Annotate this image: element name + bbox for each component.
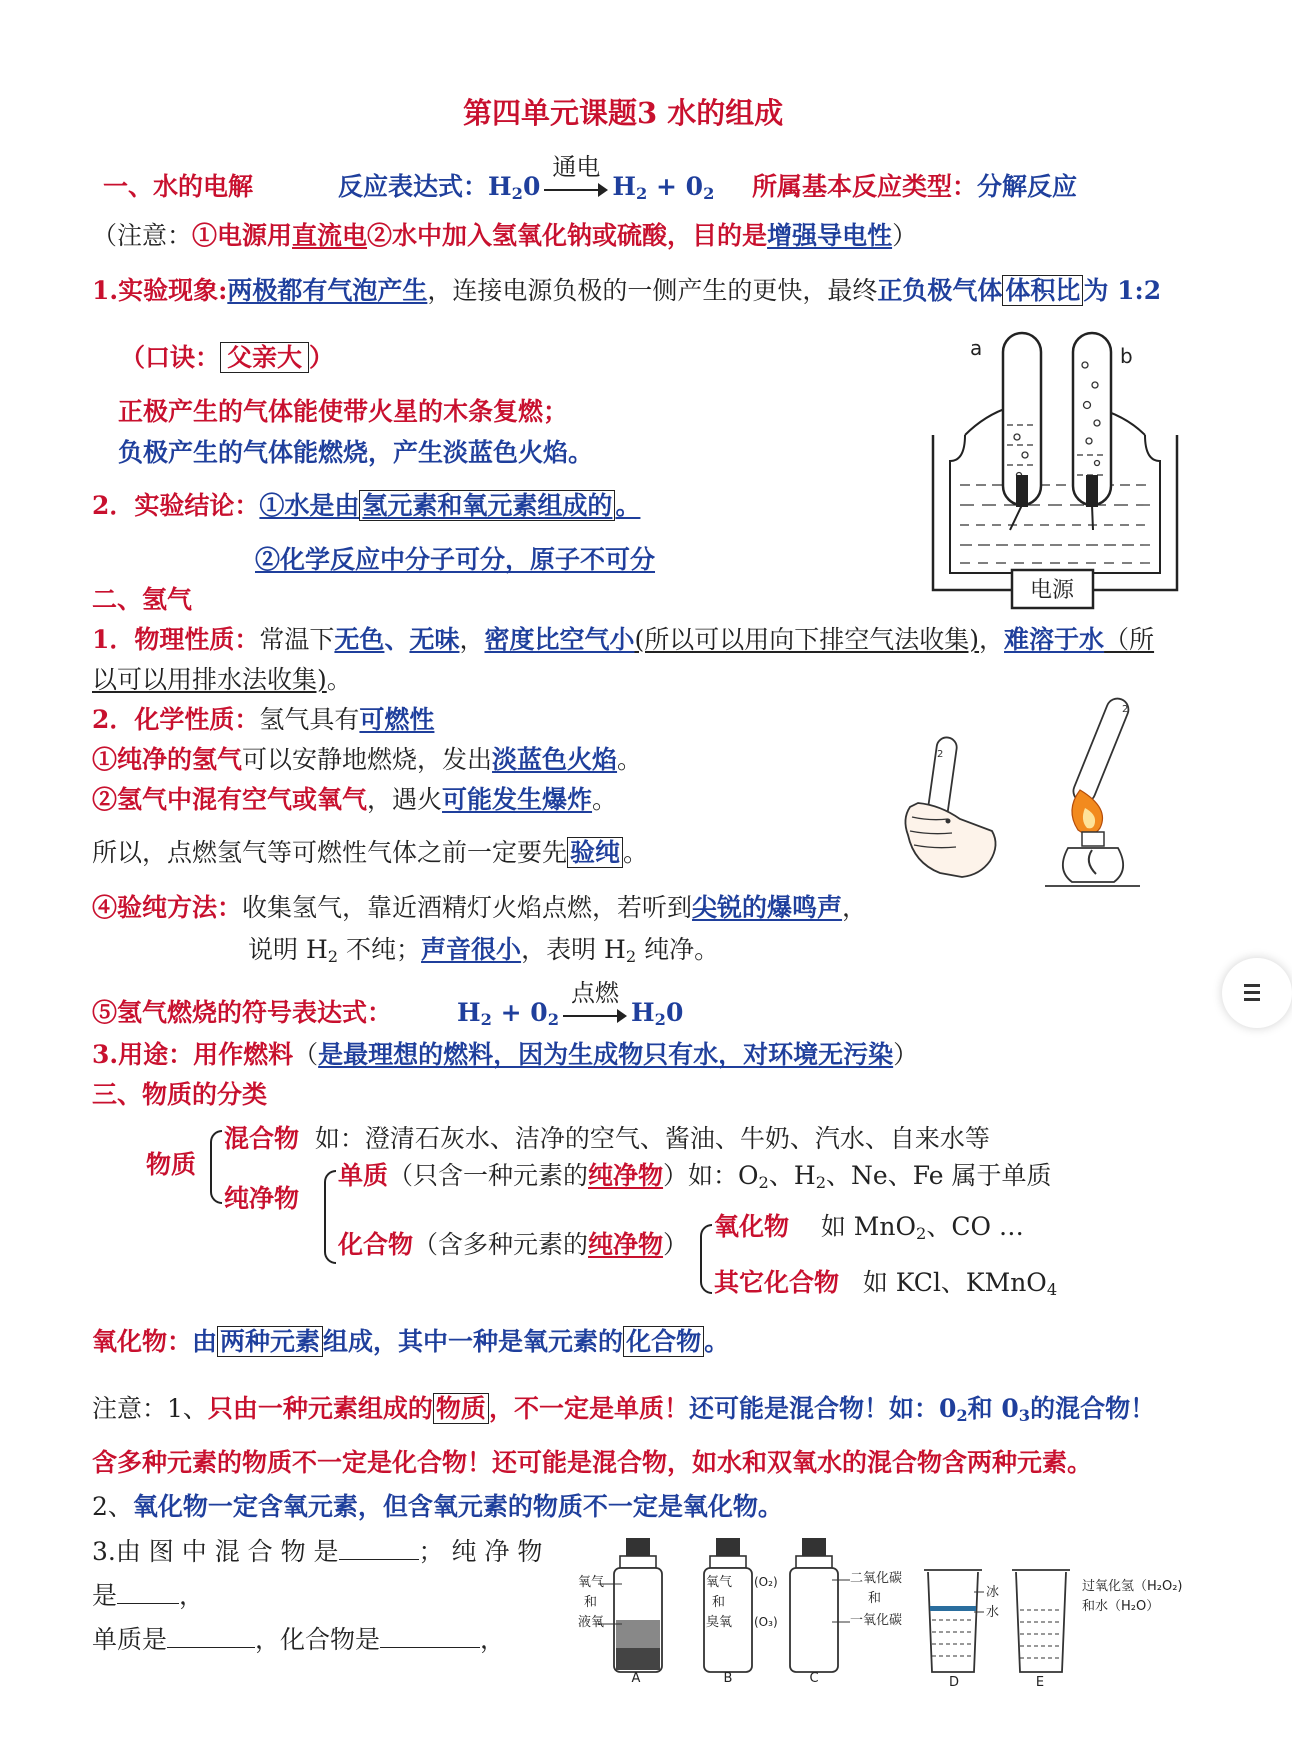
uses-line [92, 1040, 918, 1070]
type-label: 所属基本反应类型： [752, 172, 978, 201]
bottle-a-label-2: 和 [584, 1595, 598, 1610]
brace-pure [324, 1170, 336, 1264]
caution2-b: 氧化物一定含氧元素，但含氧元素的物质不一定是氧化物。 [132, 1492, 783, 1521]
bottles-figure [570, 1530, 1210, 1690]
bottle-c-label-2: 和 [868, 1591, 882, 1606]
caution1-f-sub: 3 [1018, 1406, 1031, 1426]
concl-c1b: 氢元素和氧元素组成的 [359, 490, 615, 521]
note-conduct: 增强导电性 [767, 221, 893, 250]
q3-l1b: ； 纯 净 物 [418, 1537, 543, 1566]
tree-element-note-c: ）如：O [663, 1161, 759, 1190]
test-sharp: 尖锐的爆鸣声 [692, 893, 843, 922]
phys-colorless: 无色 [334, 625, 385, 654]
caution-1b: 含多种元素的物质不一定是化合物！还可能是混合物，如水和双氧水的混合物含两种元素。 [92, 1448, 1093, 1477]
question-3-line-1 [92, 1537, 542, 1567]
reaction-type [752, 172, 1077, 202]
phys-label: 1．物理性质： [92, 625, 260, 654]
pure-d: 。 [617, 745, 643, 774]
phys-comma-2: ， [979, 625, 1005, 654]
bottle-a-caption: A [631, 1671, 641, 1686]
caution1-f: 和 0 [967, 1394, 1019, 1423]
tree-oxide: 氧化物 [714, 1212, 790, 1241]
phys-end: 。 [326, 665, 352, 694]
caution1-e-sub: 2 [956, 1406, 968, 1426]
blank-compound[interactable] [380, 1647, 480, 1648]
bottle-a [578, 1538, 662, 1686]
burn-p-sub: 2 [654, 1010, 666, 1030]
concl-c1a: ①水是由 [259, 491, 360, 520]
phen-ratio-a: 正负极气体 [877, 276, 1003, 305]
beaker-e [1012, 1570, 1183, 1690]
use-open: （ [293, 1040, 319, 1069]
tree-compound: 化合物 [338, 1230, 414, 1259]
bottle-c-caption: C [809, 1671, 819, 1686]
physical-properties-line-1 [92, 625, 1154, 655]
question-3-line-2 [92, 1581, 204, 1611]
before-c: 。 [623, 838, 649, 867]
note-p1: ①电源用 [192, 221, 293, 250]
test-t3a: ，表明 H [521, 935, 626, 964]
burn-p: H [631, 998, 655, 1027]
burn-o-sub: 2 [547, 1010, 560, 1030]
bottle-c-label-1: 二氧化碳 [850, 1571, 903, 1586]
chem-t1: 氢气具有 [259, 705, 360, 734]
concl-c1c: 。 [615, 491, 641, 520]
caution1-d: ，不一定是单质！ [488, 1394, 689, 1423]
pure-a: ①纯净的氢气 [92, 745, 243, 774]
test-t2b: 不纯； [338, 935, 422, 964]
chemical-properties-line [92, 705, 434, 735]
burn-label: ⑤氢气燃烧的符号表达式： [92, 998, 393, 1027]
section-1-heading: 一、水的电解 [103, 172, 254, 201]
beaker-e-label-2: 和水（H₂O） [1082, 1599, 1160, 1614]
reactant: H [488, 172, 512, 201]
caution1-a: 注意：1、 [92, 1394, 208, 1423]
tree-oxide-ex-b: 2 [915, 1224, 927, 1244]
burn-p-tail: 0 [665, 998, 684, 1027]
reactant-sub: 2 [511, 184, 523, 204]
bottle-b-formula-3: (O₃) [754, 1615, 778, 1629]
purity-check-line [92, 838, 648, 868]
use-reason: 是最理想的燃料，因为生成物只有水，对环境无污染 [318, 1040, 894, 1069]
alcohol-lamp-image [1040, 690, 1150, 900]
mixed-d: 。 [592, 785, 618, 814]
mnemonic-line [120, 343, 334, 373]
phen-ratio-c: 为 1:2 [1083, 276, 1162, 305]
bottle-b-label-1: 氧气 [706, 1575, 733, 1590]
note-dc: 直流电 [292, 221, 368, 250]
mnemonic-close: ） [309, 343, 335, 372]
tree-element: 单质 [338, 1161, 389, 1190]
tree-element-row [338, 1161, 1051, 1193]
tree-compound-note-c: ） [663, 1230, 689, 1259]
q3-l1a: 3.由 图 中 混 合 物 是 [92, 1537, 339, 1566]
electrolysis-apparatus-diagram [925, 325, 1190, 610]
tree-oxide-ex-a: 如 MnO [820, 1212, 916, 1241]
phys-insoluble: 难溶于水 [1004, 625, 1105, 654]
test-method-line-2 [248, 935, 719, 967]
bottle-b-formula-1: (O₂) [754, 1575, 778, 1589]
pure-c: 淡蓝色火焰 [492, 745, 618, 774]
before-a: 所以，点燃氢气等可燃性气体之前一定要先 [92, 838, 568, 867]
use-close: ） [893, 1040, 919, 1069]
combustion-condition: 点燃 [571, 978, 620, 1007]
test-t1: 收集氢气，靠近酒精灯火焰点燃，若听到 [242, 893, 693, 922]
oxide-def-a: 由 [192, 1327, 218, 1356]
tree-other-ex-b: 4 [1046, 1280, 1058, 1300]
tree-compound-note-a: （含多种元素的 [413, 1230, 589, 1259]
tree-other-row [714, 1268, 1057, 1300]
mixed-hydrogen-line [92, 785, 617, 815]
pure-hydrogen-line [92, 745, 642, 775]
reaction-expression [338, 152, 715, 204]
caution1-b: 只由一种元素组成的 [207, 1394, 433, 1423]
test-quiet: 声音很小 [421, 935, 522, 964]
use-label: 3.用途：用作燃料 [92, 1040, 294, 1069]
phys-odorless: 无味 [409, 625, 460, 654]
q3-l2b: ， [179, 1581, 205, 1610]
tree-other: 其它化合物 [714, 1268, 840, 1297]
mnemonic-word: 父亲大 [220, 342, 309, 373]
test-t2-sub: 2 [327, 947, 339, 967]
phen-label: 1.实验现象: [92, 276, 228, 305]
phenomenon-line [92, 276, 1161, 306]
arrow-condition: 通电 [552, 152, 601, 181]
burn-plus: + [491, 998, 531, 1027]
test-t2a: 说明 H [248, 935, 328, 964]
beaker-d [924, 1570, 999, 1690]
brace-root [210, 1130, 222, 1204]
tree-element-note-e: 、H [768, 1161, 816, 1190]
oxide-def-d: 化合物 [623, 1326, 704, 1357]
tree-oxide-row [714, 1212, 1024, 1244]
tree-element-note-b: 纯净物 [588, 1161, 664, 1190]
tree-element-note-g: 、Ne、Fe 属于单质 [826, 1161, 1052, 1190]
section-3-heading: 三、物质的分类 [92, 1080, 268, 1109]
tree-element-note-d: 2 [758, 1173, 769, 1193]
mixed-c: 可能发生爆炸 [442, 785, 593, 814]
tree-element-note-a: （只含一种元素的 [388, 1161, 589, 1190]
note-open: （注意： [92, 221, 193, 250]
test-t3-sub: 2 [625, 947, 637, 967]
reaction-arrow [544, 152, 608, 199]
oxide-def-e: 。 [704, 1327, 730, 1356]
conclusion-line-1 [92, 491, 660, 521]
phen-bubbles: 两极都有气泡产生 [227, 276, 428, 305]
oxide-def-c: 组成，其中一种是氧元素的 [323, 1327, 624, 1356]
test-t3b: 纯净。 [636, 935, 720, 964]
q3-l3a: 单质是 [92, 1625, 168, 1654]
bottle-c-label-3: 一氧化碳 [850, 1613, 903, 1628]
mnemonic-open: （口诀： [120, 343, 221, 372]
phys-t1: 常温下 [259, 625, 335, 654]
tree-element-note-f: 2 [815, 1173, 827, 1193]
bottle-b-label-2: 和 [712, 1595, 726, 1610]
power-label: 电源 [1029, 578, 1075, 603]
tube-a-label: a [970, 336, 983, 360]
phys-comma: ， [459, 625, 485, 654]
q3-l3c: ， [480, 1625, 506, 1654]
note-p2: ②水中加入氢氧化钠或硫酸，目的是 [367, 221, 768, 250]
plus-sign: + [647, 172, 686, 201]
phen-mid: ，连接电源负极的一侧产生的更快，最终 [427, 276, 878, 305]
caution-2 [92, 1492, 783, 1522]
caution2-a: 2、 [92, 1492, 133, 1521]
tree-other-ex-a: 如 KCl、KMnO [862, 1268, 1047, 1297]
tree-oxide-ex-c: 、CO … [926, 1212, 1024, 1241]
product-1-sub: 2 [635, 184, 648, 204]
before-b: 验纯 [567, 837, 623, 868]
beaker-d-caption: D [948, 1675, 960, 1690]
caution-1 [92, 1394, 1155, 1426]
q3-l3b: ，化合物是 [255, 1625, 381, 1654]
floating-menu-button[interactable] [1222, 958, 1292, 1028]
brace-compound [700, 1224, 712, 1294]
phys-paren: (所以可以用向下排空气法收集) [634, 625, 980, 654]
question-3-line-3 [92, 1625, 505, 1655]
hand-holding-tube-image [900, 735, 1010, 885]
beaker-d-label-2: 水 [986, 1605, 1000, 1620]
conclusion-line-2: ②化学反应中分子可分，原子不可分 [255, 545, 656, 574]
svg-text:2: 2 [937, 749, 944, 760]
section-2-heading: 二、氢气 [92, 585, 193, 614]
tree-mixture-example: 如：澄清石灰水、洁净的空气、酱油、牛奶、汽水、自来水等 [314, 1124, 990, 1153]
type-value: 分解反应 [977, 172, 1078, 201]
product-1: H [612, 172, 636, 201]
beaker-e-label-1: 过氧化氢（H₂O₂) [1082, 1579, 1183, 1594]
q3-l2a: 是 [92, 1581, 118, 1610]
note-close: ） [892, 221, 918, 250]
negative-gas-text: 负极产生的气体能燃烧，产生淡蓝色火焰。 [118, 438, 594, 467]
combustion-line [92, 998, 392, 1028]
test-label: ④验纯方法： [92, 893, 243, 922]
burn-r: H [457, 998, 481, 1027]
bottle-b-caption: B [723, 1671, 733, 1686]
oxide-def-b: 两种元素 [217, 1326, 323, 1357]
tree-root: 物质 [146, 1150, 197, 1179]
blank-element[interactable] [167, 1647, 255, 1648]
expr-label: 反应表达式： [338, 172, 489, 201]
bottle-a-label-3: 液氧 [578, 1615, 605, 1630]
blank-pure[interactable] [117, 1603, 179, 1604]
chem-flammable: 可燃性 [359, 705, 435, 734]
page-title: 第四单元课题3 水的组成 [463, 96, 784, 130]
bottle-b [704, 1538, 778, 1686]
tube-b-label: b [1120, 344, 1133, 368]
blank-mixture[interactable] [339, 1559, 419, 1560]
positive-gas-text: 正极产生的气体能使带火星的木条复燃； [118, 397, 569, 426]
test-comma: ， [842, 893, 868, 922]
combustion-arrow [563, 978, 627, 1025]
electrolysis-line [103, 172, 253, 202]
combustion-equation [457, 978, 684, 1030]
caution1-g: 的混合物！ [1030, 1394, 1156, 1423]
burn-r-sub: 2 [480, 1010, 492, 1030]
mixed-b: ，遇火 [367, 785, 443, 814]
reactant-tail: 0 [522, 172, 541, 201]
svg-text:2: 2 [1122, 704, 1129, 715]
physical-properties-line-2 [92, 665, 352, 695]
burn-o: 0 [530, 998, 548, 1027]
chem-label: 2．化学性质： [92, 705, 260, 734]
tree-mixture: 混合物 [224, 1124, 300, 1153]
note-line [92, 221, 917, 251]
caution1-e: 还可能是混合物！如：0 [688, 1394, 957, 1423]
phys-sep: 、 [384, 625, 410, 654]
product-2: 0 [685, 172, 704, 201]
phen-ratio-b: 体积比 [1002, 275, 1083, 306]
test-method-line-1 [92, 893, 867, 923]
tree-compound-row [338, 1230, 688, 1260]
tree-compound-note-b: 纯净物 [588, 1230, 664, 1259]
caution1-c: 物质 [433, 1393, 489, 1424]
pure-b: 可以安静地燃烧，发出 [242, 745, 493, 774]
beaker-e-caption: E [1035, 1675, 1045, 1690]
mixed-a: ②氢气中混有空气或氧气 [92, 785, 368, 814]
product-2-sub: 2 [703, 184, 715, 204]
tree-pure: 纯净物 [224, 1184, 300, 1213]
phys-paren-2a: （所 [1104, 625, 1155, 654]
bottle-a-label-1: 氧气 [578, 1575, 605, 1590]
tree-mixture-row [224, 1124, 990, 1154]
phys-density: 密度比空气小 [484, 625, 635, 654]
beaker-d-label-1: 冰 [986, 1585, 1000, 1600]
concl-label: 2．实验结论： [92, 491, 260, 520]
bottle-b-label-3: 臭氧 [706, 1615, 733, 1630]
oxide-definition [92, 1327, 729, 1357]
bottle-c [790, 1538, 902, 1686]
phys-paren-2b: 以可以用排水法收集) [92, 665, 327, 694]
oxide-def-label: 氧化物： [92, 1327, 193, 1356]
